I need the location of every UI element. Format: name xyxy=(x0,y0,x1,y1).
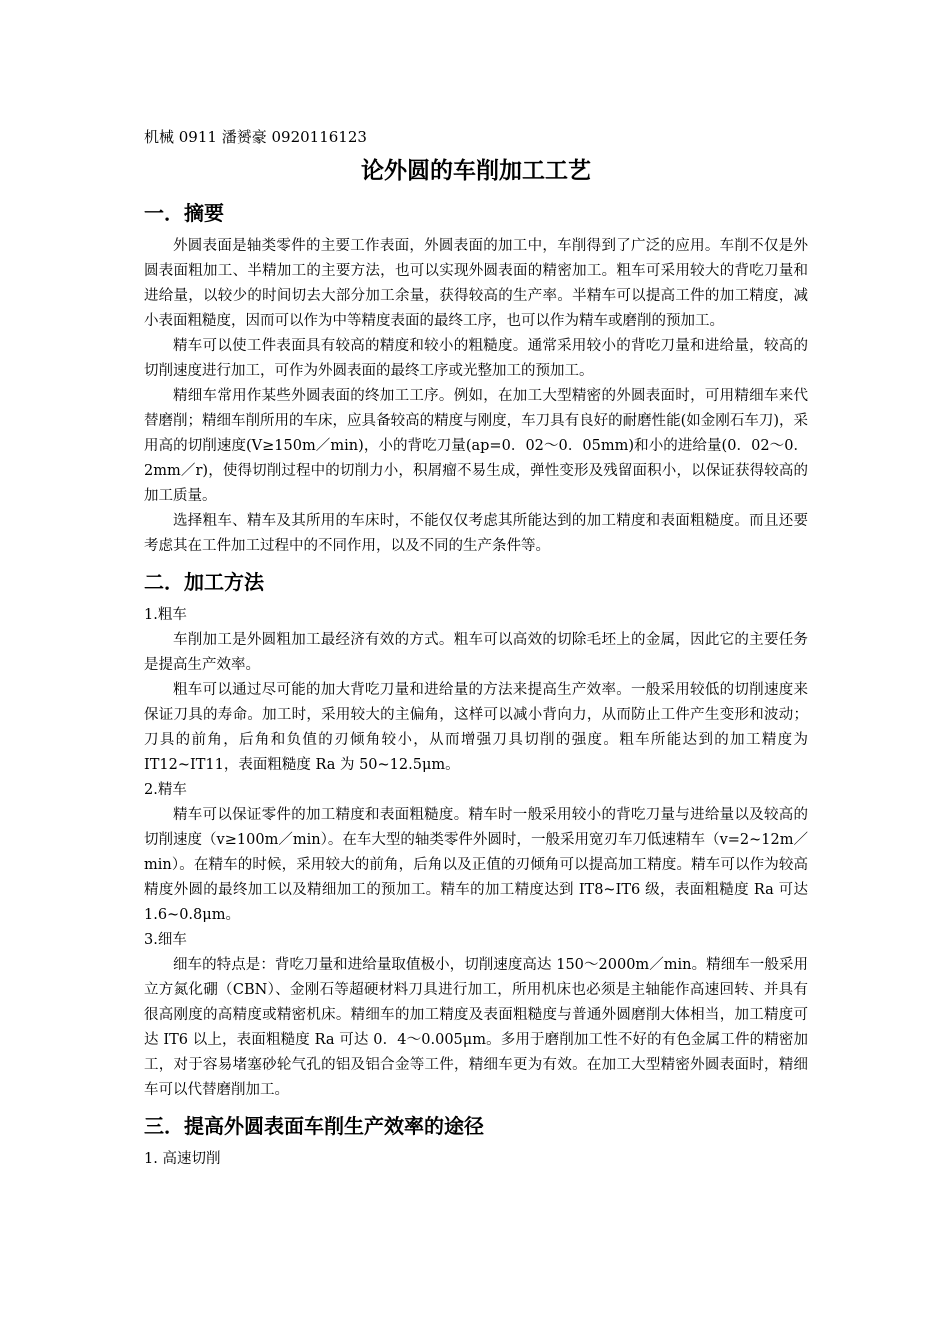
paragraph: 粗车可以通过尽可能的加大背吃刀量和进给量的方法来提高生产效率。一般采用较低的切削速度来保证刀具的寿命。加工时，采用较大的主偏角，这样可以减小背向力，从而防止工件产生变形和波动；刀具的前角，后角和负值的刃倾角较小，从而增强刀具切削的强度。粗车所能达到的加工精度为 IT12~IT11，表面粗糙度 Ra 为 50~12.5μm。 xyxy=(144,682,808,773)
section-heading-abstract: 一．摘要 xyxy=(144,201,224,225)
section-heading-efficiency: 三．提高外圆表面车削生产效率的途径 xyxy=(144,1114,484,1138)
paragraph: 精车可以保证零件的加工精度和表面粗糙度。精车时一般采用较小的背吃刀量与进给量以及较高的切削速度（v≥100m／min）。在车大型的轴类零件外圆时，一般采用宽刃车刀低速精车（v=2~12m／min）。在精车的时候，采用较大的前角，后角以及正值的刃倾角可以提高加工精度。精车可以作为较高精度外圆的最终加工以及精细加工的预加工。精车的加工精度达到 IT8~IT6 级，表面粗糙度 Ra 可达 1.6~0.8μm。 xyxy=(144,807,808,923)
paragraph: 精细车常用作某些外圆表面的终加工工序。例如，在加工大型精密的外圆表面时，可用精细车来代替磨削；精细车削所用的车床，应具备较高的精度与刚度，车刀具有良好的耐磨性能(如金刚石车刀)，采用高的切削速度(V≥150m／min)，小的背吃刀量(ap=0．02～0．05mm)和小的进给量(0．02～0．2mm／r)，使得切削过程中的切削力小，积屑瘤不易生成，弹性变形及残留面积小，以保证获得较高的加工质量。 xyxy=(144,388,808,504)
paragraph: 车削加工是外圆粗加工最经济有效的方式。粗车可以高效的切除毛坯上的金属，因此它的主要任务是提高生产效率。 xyxy=(144,632,808,673)
paragraph: 精车可以使工件表面具有较高的精度和较小的粗糙度。通常采用较小的背吃刀量和进给量，较高的切削速度进行加工，可作为外圆表面的最终工序或光整加工的预加工。 xyxy=(144,338,808,379)
document-page xyxy=(144,126,808,1172)
author-line: 机械 0911 潘赟豪 0920116123 xyxy=(144,128,367,146)
paragraph: 细车的特点是：背吃刀量和进给量取值极小，切削速度高达 150～2000m／min。精细车一般采用立方氮化硼（CBN）、金刚石等超硬材料刀具进行加工，所用机床也必须是主轴能作高速回转、并具有很高刚度的高精度或精密机床。精细车的加工精度及表面粗糙度与普通外圆磨削大体相当，加工精度可达 IT6 以上，表面粗糙度 Ra 可达 0．4～0.005μm。多用于磨削加工性不好的有色金属工件的精密加工，对于容易堵塞砂轮气孔的铝及铝合金等工件，精细车更为有效。在加工大型精密外圆表面时，精细车可以代替磨削加工。 xyxy=(144,957,808,1098)
subsection-label-rough-turning: 1.粗车 xyxy=(144,607,187,623)
document-title: 论外圆的车削加工工艺 xyxy=(361,158,591,184)
paragraph: 选择粗车、精车及其所用的车床时，不能仅仅考虑其所能达到的加工精度和表面粗糙度。而且还要考虑其在工件加工过程中的不同作用，以及不同的生产条件等。 xyxy=(144,513,808,554)
subsection-label-fine-turning: 3.细车 xyxy=(144,932,187,948)
paragraph: 外圆表面是轴类零件的主要工作表面，外圆表面的加工中，车削得到了广泛的应用。车削不仅是外圆表面粗加工、半精加工的主要方法，也可以实现外圆表面的精密加工。粗车可采用较大的背吃刀量和进给量，以较少的时间切去大部分加工余量，获得较高的生产率。半精车可以提高工件的加工精度，减小表面粗糙度，因而可以作为中等精度表面的最终工序，也可以作为精车或磨削的预加工。 xyxy=(144,238,808,329)
section-heading-methods: 二．加工方法 xyxy=(144,570,264,594)
subsection-label-finish-turning: 2.精车 xyxy=(144,782,187,798)
subsection-label-high-speed-cutting: 1. 高速切削 xyxy=(144,1151,221,1167)
